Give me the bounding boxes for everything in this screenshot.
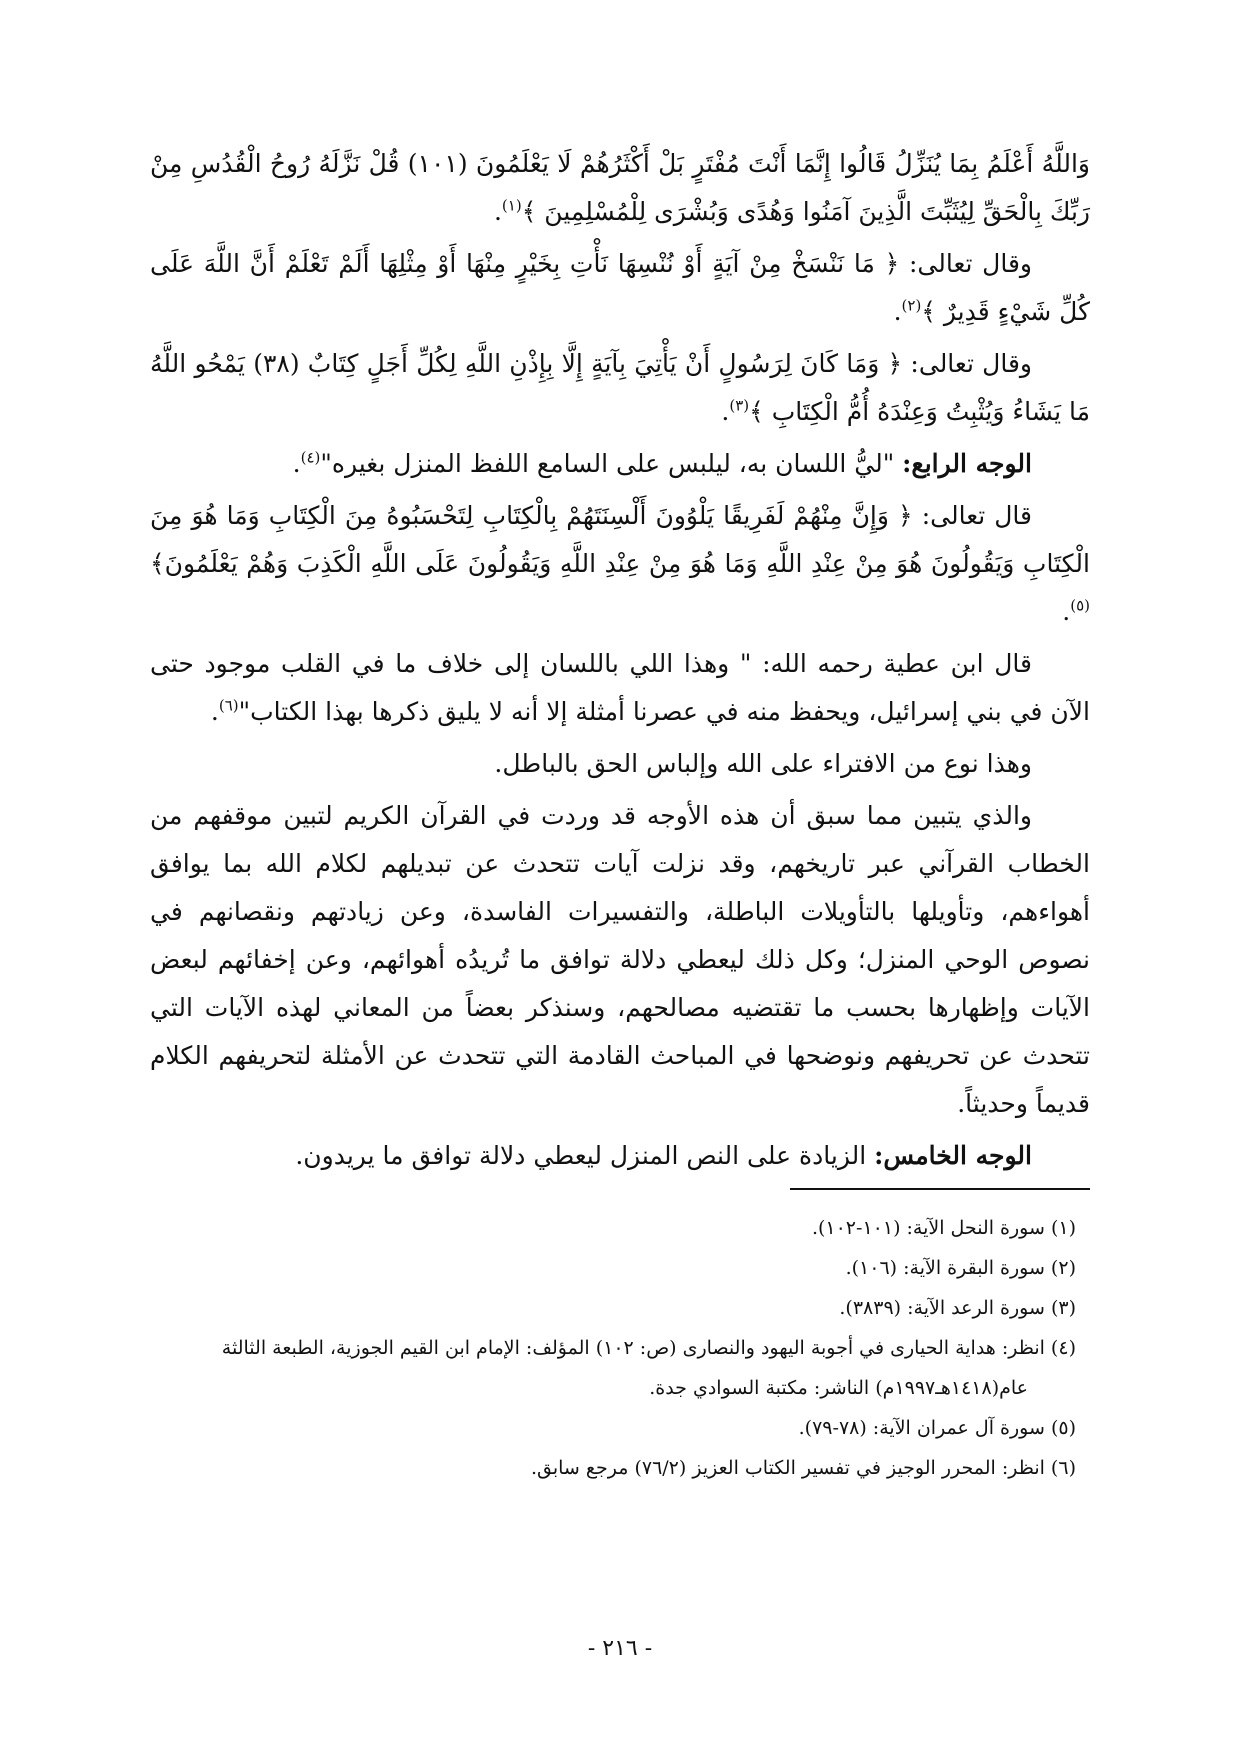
paragraph-text: قال ابن عطية رحمه الله: " وهذا اللي باللسان إلى خلاف ما في القلب موجود حتى الآن في بني إسرائيل، ويحفظ منه في عصرنا أمثلة إلا أنه لا يليق ذكرها بهذا الكتاب" bbox=[150, 649, 1090, 726]
punctuation: . bbox=[493, 197, 502, 226]
footnote-ref[interactable]: (٢) bbox=[901, 296, 922, 315]
punctuation: . bbox=[292, 449, 301, 478]
lead-text: قال تعالى: bbox=[912, 501, 1033, 530]
quran-quote: ﴿ وَإِنَّ مِنْهُمْ لَفَرِيقًا يَلْوُونَ أَلْسِنَتَهُمْ بِالْكِتَابِ لِتَحْسَبُوهُ مِنَ الْكِتَابِ وَمَا هُوَ مِنَ الْكِتَابِ وَيَقُولُونَ هُوَ مِنْ عِنْدِ اللَّهِ وَمَا هُوَ مِنْ عِنْدِ اللَّهِ وَيَقُولُونَ عَلَى اللَّهِ الْكَذِبَ وَهُمْ يَعْلَمُونَ﴾ bbox=[150, 501, 1090, 578]
footnote-3: (٣) سورة الرعد الآية: (٣٨٣٩). bbox=[839, 1297, 1076, 1319]
main-text bbox=[150, 140, 1090, 1184]
paragraph-5 bbox=[150, 492, 1090, 636]
paragraph-text: الزيادة على النص المنزل ليعطي دلالة توافق ما يريدون. bbox=[295, 1141, 875, 1170]
footnote-ref[interactable]: (٥) bbox=[1070, 596, 1090, 615]
paragraph-text: والذي يتبين مما سبق أن هذه الأوجه قد وردت في القرآن الكريم لتبين موقفهم من الخطاب القرآني عبر تاريخهم، وقد نزلت آيات تتحدث عن تبديلهم لكلام الله بما يوافق أهواءهم، وتأويلها بالتأويلات الباطلة، والتفسيرات الفاسدة، وعن زيادتهم ونقصانهم في نصوص الوحي المنزل؛ وكل ذلك ليعطي دلالة توافق ما تُريدُه أهوائهم، وعن إخفائهم لبعض الآيات وإظهارها بحسب ما تقتضيه مصالحهم، وسنذكر بعضاً من المعاني لهذه الآيات التي تتحدث عن تحريفهم ونوضحها في المباحث القادمة التي تتحدث عن الأمثلة لتحريفهم الكلام قديماً وحديثاً. bbox=[150, 801, 1090, 1118]
footnote-4: (٤) انظر: هداية الحيارى في أجوبة اليهود والنصارى (ص: ١٠٢) المؤلف: الإمام ابن القيم الجوزية، الطبعة الثالثة bbox=[221, 1337, 1076, 1359]
paragraph-text: "ليُّ اللسان به، ليلبس على السامع اللفظ المنزل بغيره" bbox=[320, 449, 903, 478]
footnote-ref[interactable]: (٤) bbox=[300, 448, 321, 467]
footnote-ref[interactable]: (٣) bbox=[729, 396, 750, 415]
paragraph-2 bbox=[150, 240, 1090, 336]
footnote-2: (٢) سورة البقرة الآية: (١٠٦). bbox=[845, 1257, 1076, 1279]
footnote-1: (١) سورة النحل الآية: (١٠١-١٠٢). bbox=[811, 1217, 1076, 1239]
punctuation: . bbox=[210, 697, 219, 726]
paragraph-6 bbox=[150, 640, 1090, 736]
footnote-divider bbox=[790, 1188, 1090, 1190]
quran-quote: وَاللَّهُ أَعْلَمُ بِمَا يُنَزِّلُ قَالُوا إِنَّمَا أَنْتَ مُفْتَرٍ بَلْ أَكْثَرُهُمْ لَا يَعْلَمُونَ (١٠١) قُلْ نَزَّلَهُ رُوحُ الْقُدُسِ مِنْ رَبِّكَ بِالْحَقِّ لِيُثَبِّتَ الَّذِينَ آمَنُوا وَهُدًى وَبُشْرَى لِلْمُسْلِمِينَ ﴾ bbox=[150, 149, 1090, 226]
paragraph-1 bbox=[150, 140, 1090, 236]
paragraph-text: وهذا نوع من الافتراء على الله وإلباس الحق بالباطل. bbox=[494, 749, 1032, 778]
footnote-ref[interactable]: (١) bbox=[501, 196, 522, 215]
footnote-4-continued: عام(١٤١٨هـ١٩٩٧م) الناشر: مكتبة السوادي جدة. bbox=[649, 1377, 1028, 1399]
footnote-ref[interactable]: (٦) bbox=[218, 696, 239, 715]
paragraph-3 bbox=[150, 340, 1090, 436]
lead-text: وقال تعالى: bbox=[902, 349, 1032, 378]
lead-text: وقال تعالى: bbox=[899, 249, 1032, 278]
paragraph-8 bbox=[150, 792, 1090, 1128]
paragraph-7 bbox=[150, 740, 1090, 788]
paragraph-9 bbox=[150, 1132, 1090, 1180]
footnotes bbox=[150, 1208, 1090, 1488]
paragraph-4 bbox=[150, 440, 1090, 488]
quran-quote: ﴿ مَا نَنْسَخْ مِنْ آيَةٍ أَوْ نُنْسِهَا نَأْتِ بِخَيْرٍ مِنْهَا أَوْ مِثْلِهَا أَلَمْ تَعْلَمْ أَنَّ اللَّهَ عَلَى كُلِّ شَيْءٍ قَدِيرٌ ﴾ bbox=[150, 249, 1090, 326]
footnote-6: (٦) انظر: المحرر الوجيز في تفسير الكتاب العزيز (٧٦/٢) مرجع سابق. bbox=[530, 1457, 1076, 1479]
page-number: - ٢١٦ - bbox=[587, 1636, 653, 1661]
punctuation: . bbox=[893, 297, 902, 326]
quran-quote: ﴿ وَمَا كَانَ لِرَسُولٍ أَنْ يَأْتِيَ بِآيَةٍ إِلَّا بِإِذْنِ اللَّهِ لِكُلِّ أَجَلٍ كِتَابٌ (٣٨) يَمْحُو اللَّهُ مَا يَشَاءُ وَيُثْبِتُ وَعِنْدَهُ أُمُّ الْكِتَابِ ﴾ bbox=[150, 349, 1090, 426]
section-heading: الوجه الرابع: bbox=[902, 449, 1032, 478]
punctuation: . bbox=[721, 397, 730, 426]
section-heading: الوجه الخامس: bbox=[874, 1141, 1032, 1170]
punctuation: . bbox=[1062, 597, 1071, 626]
footnote-5: (٥) سورة آل عمران الآية: (٧٨-٧٩). bbox=[798, 1417, 1076, 1439]
